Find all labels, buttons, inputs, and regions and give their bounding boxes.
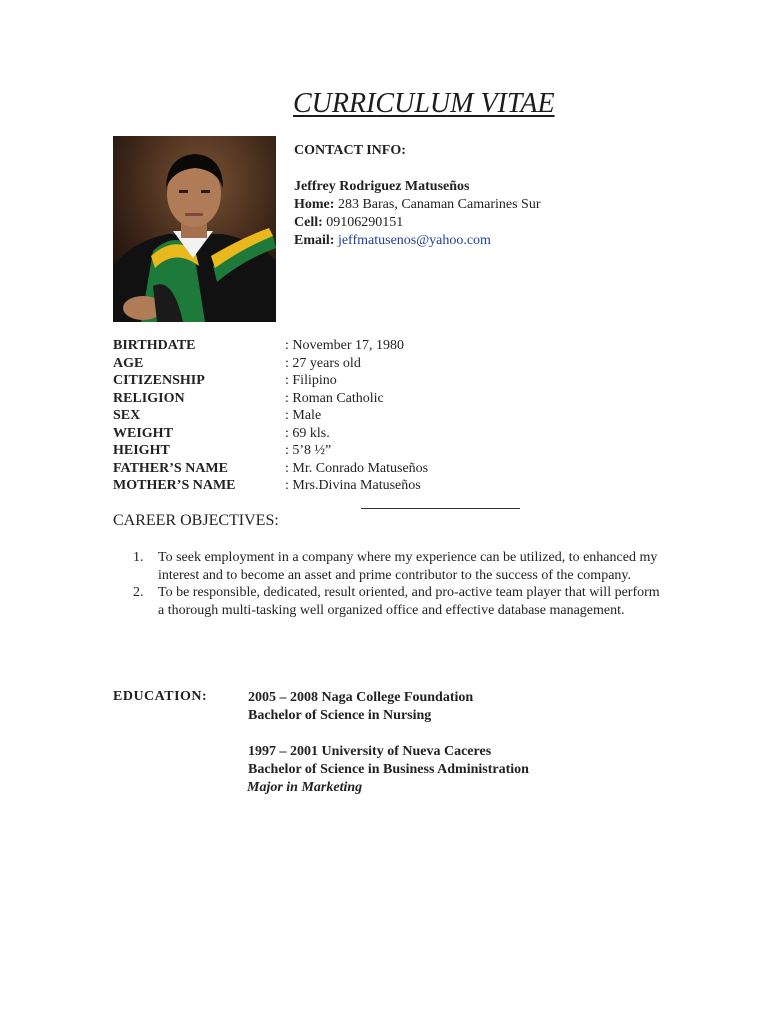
- detail-value: : Male: [285, 408, 322, 423]
- detail-label: RELIGION: [113, 390, 185, 406]
- career-objectives-list: [133, 549, 663, 619]
- email-link[interactable]: jeffmatusenos@yahoo.com: [337, 233, 491, 248]
- detail-value: : Mr. Conrado Matuseños: [285, 460, 429, 476]
- detail-value: : Roman Catholic: [285, 390, 384, 406]
- detail-value: : Filipino: [285, 373, 337, 388]
- home-value: 283 Baras, Canaman Camarines Sur: [334, 197, 541, 212]
- section-divider: [361, 508, 520, 509]
- list-item: [133, 584, 663, 619]
- cell-line: [294, 214, 541, 232]
- contact-heading: CONTACT INFO:: [294, 143, 406, 158]
- contact-info: [294, 142, 541, 250]
- detail-label: CITIZENSHIP: [113, 373, 205, 388]
- home-label: Home:: [294, 197, 335, 212]
- detail-label: FATHER’S NAME: [113, 460, 228, 476]
- contact-name: Jeffrey Rodriguez Matuseños: [294, 179, 470, 194]
- detail-label: MOTHER’S NAME: [113, 478, 236, 493]
- home-line: [294, 196, 541, 214]
- detail-label: HEIGHT: [113, 443, 170, 458]
- email-label: Email:: [294, 233, 335, 248]
- document-title: CURRICULUM VITAE: [293, 88, 555, 119]
- education-school: 2005 – 2008 Naga College Foundation: [248, 690, 474, 705]
- detail-label: AGE: [113, 355, 144, 371]
- cell-value: 09106290151: [322, 215, 404, 230]
- education-list: [248, 689, 529, 797]
- education-degree: Bachelor of Science in Nursing: [248, 708, 432, 723]
- detail-value: : Mrs.Divina Matuseños: [285, 478, 421, 493]
- list-item: [133, 549, 663, 584]
- education-school: 1997 – 2001 University of Nueva Caceres: [248, 744, 492, 759]
- profile-photo: [113, 136, 276, 322]
- list-text: To seek employment in a company where my experience can be utilized, to enhanced my interest and to become an asset and prime contributor to the success of the company.: [158, 550, 658, 583]
- cell-label: Cell:: [294, 215, 323, 230]
- detail-value: : 5’8 ½”: [285, 443, 332, 458]
- list-number: 2.: [133, 585, 144, 600]
- career-heading: CAREER OBJECTIVES:: [113, 512, 279, 529]
- education-degree: Bachelor of Science in Business Administration: [248, 762, 529, 777]
- detail-label: BIRTHDATE: [113, 338, 196, 353]
- list-number: 1.: [133, 550, 144, 565]
- detail-value: : 69 kls.: [285, 425, 330, 441]
- graduate-portrait-icon: [113, 136, 276, 322]
- detail-value: : November 17, 1980: [285, 338, 404, 353]
- detail-value: : 27 years old: [285, 355, 361, 371]
- list-text: To be responsible, dedicated, result oriented, and pro-active team player that will perform a thorough multi-tasking well organized office and effective database management.: [158, 585, 660, 618]
- email-line: [294, 232, 541, 250]
- education-major: Major in Marketing: [247, 780, 363, 795]
- detail-label: WEIGHT: [113, 425, 173, 441]
- education-heading: EDUCATION:: [113, 689, 208, 704]
- detail-label: SEX: [113, 408, 141, 423]
